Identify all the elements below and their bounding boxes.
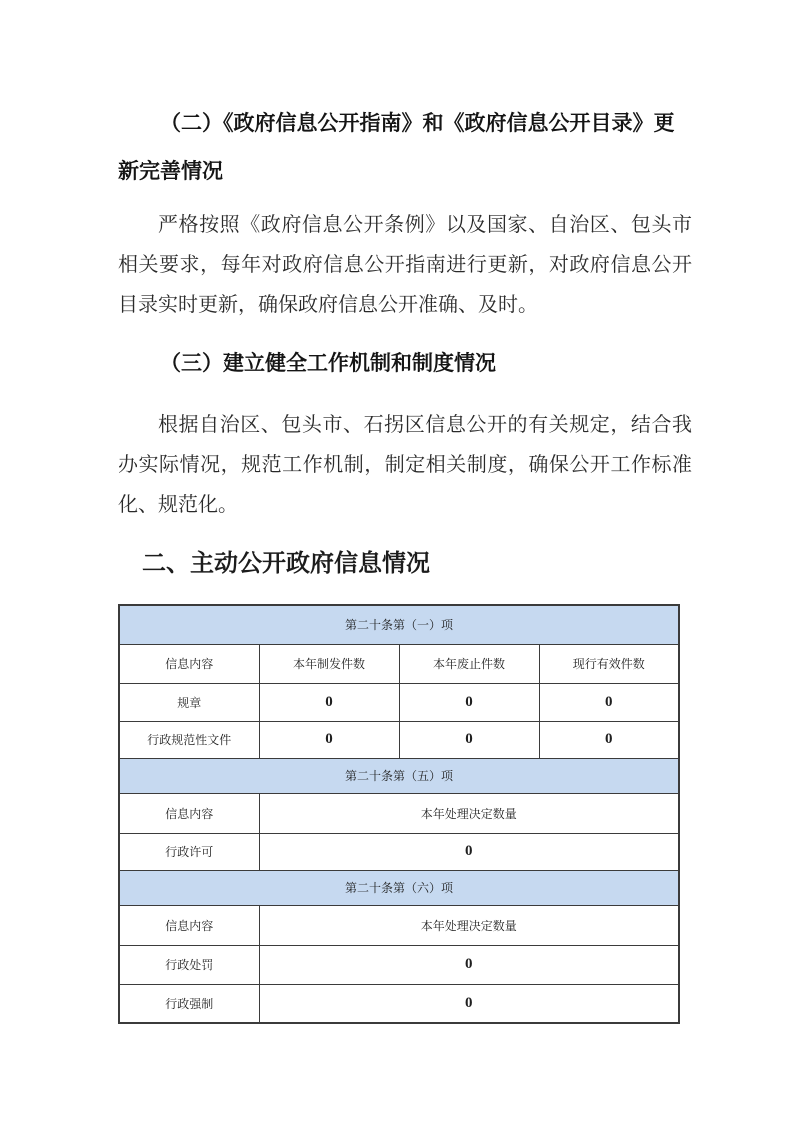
cell-value: 0 xyxy=(259,945,679,984)
table-header-row xyxy=(119,905,679,945)
info-disclosure-table xyxy=(118,604,680,1024)
column-header: 现行有效件数 xyxy=(539,644,679,683)
table-row xyxy=(119,833,679,870)
table-section-band xyxy=(119,870,679,905)
row-label: 行政强制 xyxy=(119,984,259,1023)
paragraph-guide-update: 严格按照《政府信息公开条例》以及国家、自治区、包头市相关要求，每年对政府信息公开指南进行更新，对政府信息公开目录实时更新，确保政府信息公开准确、及时。 xyxy=(118,214,692,316)
cell-value: 0 xyxy=(259,721,399,758)
cell-value: 0 xyxy=(399,721,539,758)
cell-value: 0 xyxy=(259,833,679,870)
column-header: 信息内容 xyxy=(119,793,259,833)
table-section-band xyxy=(119,605,679,644)
row-label: 行政许可 xyxy=(119,833,259,870)
section-title: 第二十条第（六）项 xyxy=(119,870,679,905)
heading-work-mechanism: （三）建立健全工作机制和制度情况 xyxy=(160,351,496,375)
cell-value: 0 xyxy=(259,683,399,721)
cell-value: 0 xyxy=(399,683,539,721)
heading-active-disclosure: 二、主动公开政府信息情况 xyxy=(142,550,430,577)
row-label: 规章 xyxy=(119,683,259,721)
column-header: 本年处理决定数量 xyxy=(259,905,679,945)
cell-value: 0 xyxy=(539,683,679,721)
column-header: 信息内容 xyxy=(119,644,259,683)
table-row xyxy=(119,683,679,721)
table-header-row xyxy=(119,793,679,833)
table-row xyxy=(119,984,679,1023)
row-label: 行政规范性文件 xyxy=(119,721,259,758)
table-row xyxy=(119,721,679,758)
paragraph-work-mechanism: 根据自治区、包头市、石拐区信息公开的有关规定，结合我办实际情况，规范工作机制，制定相关制度，确保公开工作标准化、规范化。 xyxy=(118,414,692,516)
table-section-band xyxy=(119,758,679,793)
cell-value: 0 xyxy=(259,984,679,1023)
column-header: 本年处理决定数量 xyxy=(259,793,679,833)
table-row xyxy=(119,945,679,984)
row-label: 行政处罚 xyxy=(119,945,259,984)
column-header: 本年制发件数 xyxy=(259,644,399,683)
cell-value: 0 xyxy=(539,721,679,758)
column-header: 本年废止件数 xyxy=(399,644,539,683)
column-header: 信息内容 xyxy=(119,905,259,945)
heading-guide-catalog-update: （二）《政府信息公开指南》和《政府信息公开目录》更新完善情况 xyxy=(118,111,675,183)
table-header-row xyxy=(119,644,679,683)
section-title: 第二十条第（一）项 xyxy=(119,605,679,644)
section-title: 第二十条第（五）项 xyxy=(119,758,679,793)
